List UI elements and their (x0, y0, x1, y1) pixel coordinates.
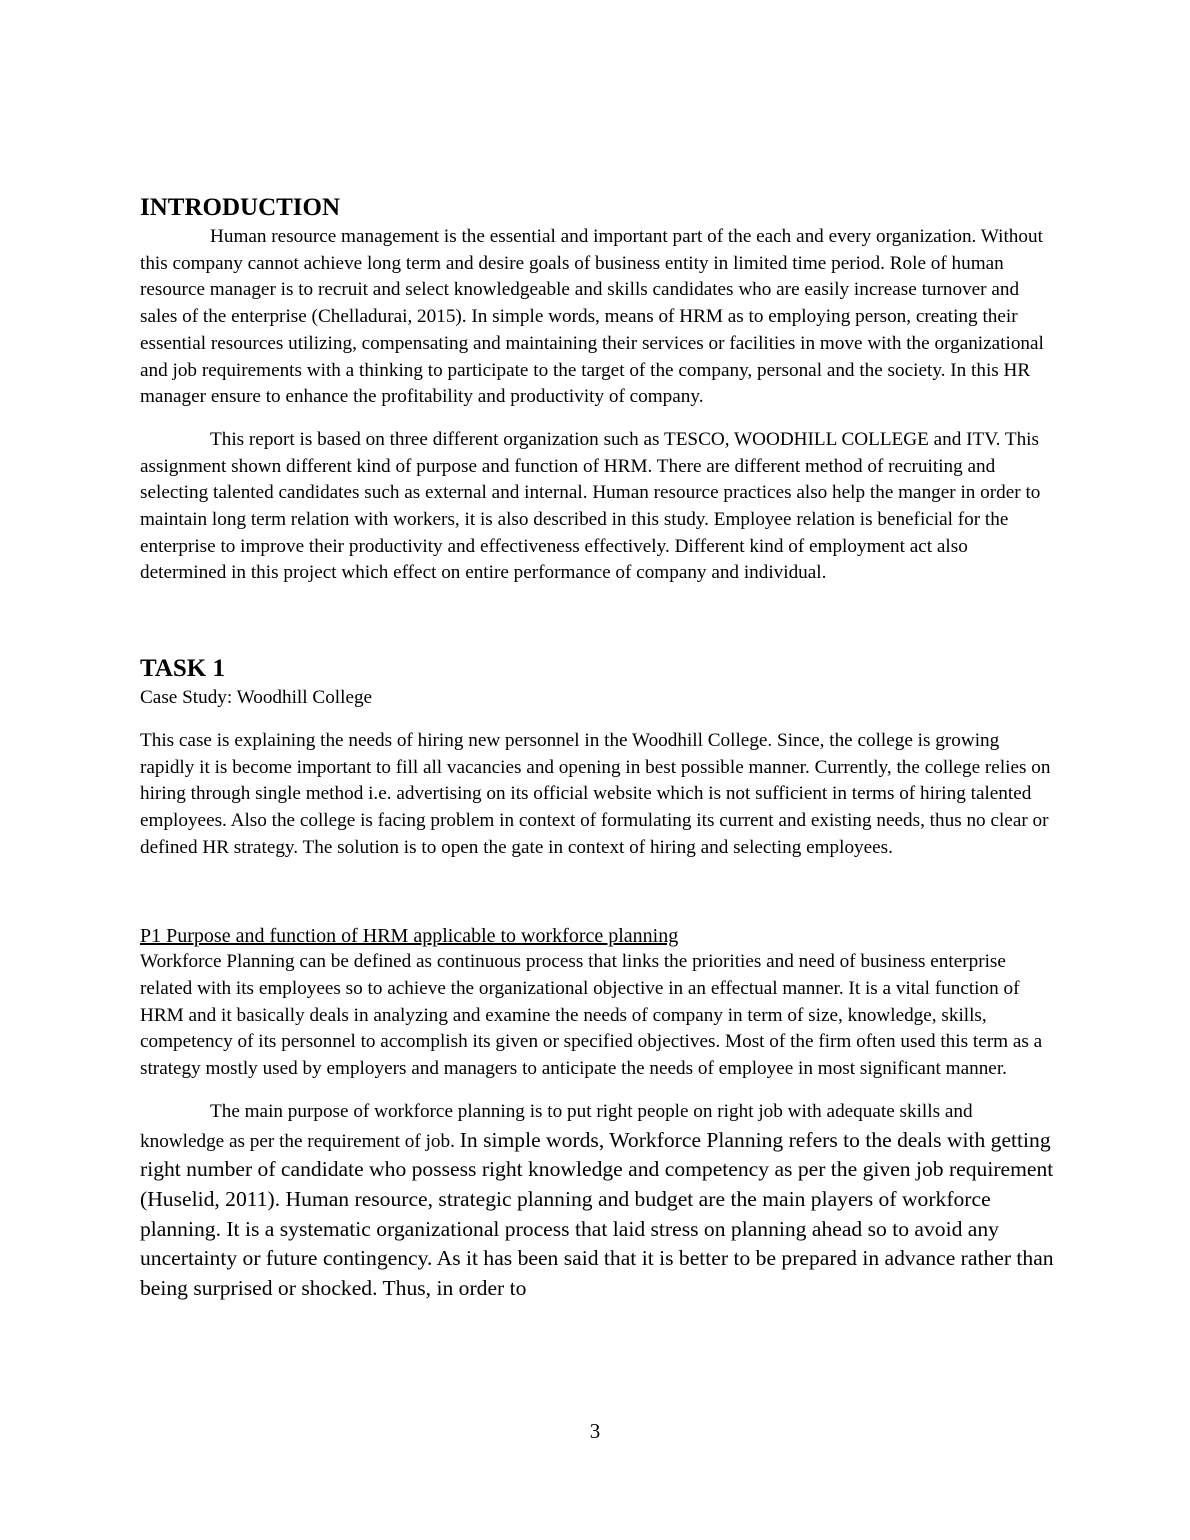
p1-paragraph-2 (140, 1099, 1055, 1304)
introduction-paragraph-1: Human resource management is the essential and important part of the each and every organization. Without this company cannot achieve long term and desire goals of business entity in limited time period. Role of human resource manager is to recruit and select knowledgeable and skills candidates who are easily increase turnover and sales of the enterprise (Chelladurai, 2015). In simple words, means of HRM as to employing person, creating their essential resources utilizing, compensating and maintaining their services or facilities in move with the organizational and job requirements with a thinking to participate to the target of the company, personal and the society. In this HR manager ensure to enhance the profitability and productivity of company. (140, 226, 1044, 408)
page-number: 3 (589, 1419, 601, 1443)
spacer (140, 1083, 1055, 1099)
task1-heading: TASK 1 (140, 655, 225, 683)
task1-paragraph: This case is explaining the needs of hiring new personnel in the Woodhill College. Since, the college is growing rapidly it is become important to fill all vacancies and opening in best possible manner. Currently, the college relies on hiring through single method i.e. advertising on its official website which is not sufficient in terms of hiring talented employees. Also the college is facing problem in context of formulating its current and existing needs, thus no clear or defined HR strategy. The solution is to open the gate in context of hiring and selecting employees. (140, 729, 1051, 858)
spacer (140, 861, 1055, 923)
p1-paragraph-2-start: The main purpose of workforce planning is to put right people on right job with adequate skills and knowledge as per the requirement of job. (140, 1100, 973, 1152)
page-content (140, 192, 1055, 1304)
spacer (140, 411, 1055, 427)
introduction-heading: INTRODUCTION (140, 194, 341, 221)
spacer (140, 587, 1055, 653)
p1-paragraph-1: Workforce Planning can be defined as continuous process that links the priorities and need of business enterprise related with its employees so to achieve the organizational objective in an effectual manner. It is a vital function of HRM and it basically deals in analyzing and examine the needs of company in term of size, knowledge, skills, competency of its personnel to accomplish its given or specified objectives. Most of the firm often used this term as a strategy mostly used by employers and managers to anticipate the needs of employee in most significant manner. (140, 951, 1043, 1080)
p1-paragraph-2-rest: In simple words, Workforce Planning refers to the deals with getting right number of candidate who possess right knowledge and competency as per the given job requirement (Huselid, 2011). Human resource, strategic planning and budget are the main players of workforce planning. It is a systematic organizational process that laid stress on planning ahead so to avoid any uncertainty or future contingency. As it has been said that it is better to be prepared in advance rather than being surprised or shocked. Thus, in order to (140, 1127, 1054, 1301)
introduction-paragraph-2: This report is based on three different organization such as TESCO, WOODHILL COLLEGE and ITV. This assignment shown different kind of purpose and function of HRM. There are different method of recruiting and selecting talented candidates such as external and internal. Human resource practices also help the manger in order to maintain long term relation with workers, it is also described in this study. Employee relation is beneficial for the enterprise to improve their productivity and effectiveness effectively. Different kind of employment act also determined in this project which effect on entire performance of company and individual. (140, 428, 1041, 584)
p1-heading: P1 Purpose and function of HRM applicable to workforce planning (140, 925, 679, 948)
spacer (140, 712, 1055, 728)
case-study-title: Case Study: Woodhill College (140, 687, 373, 709)
